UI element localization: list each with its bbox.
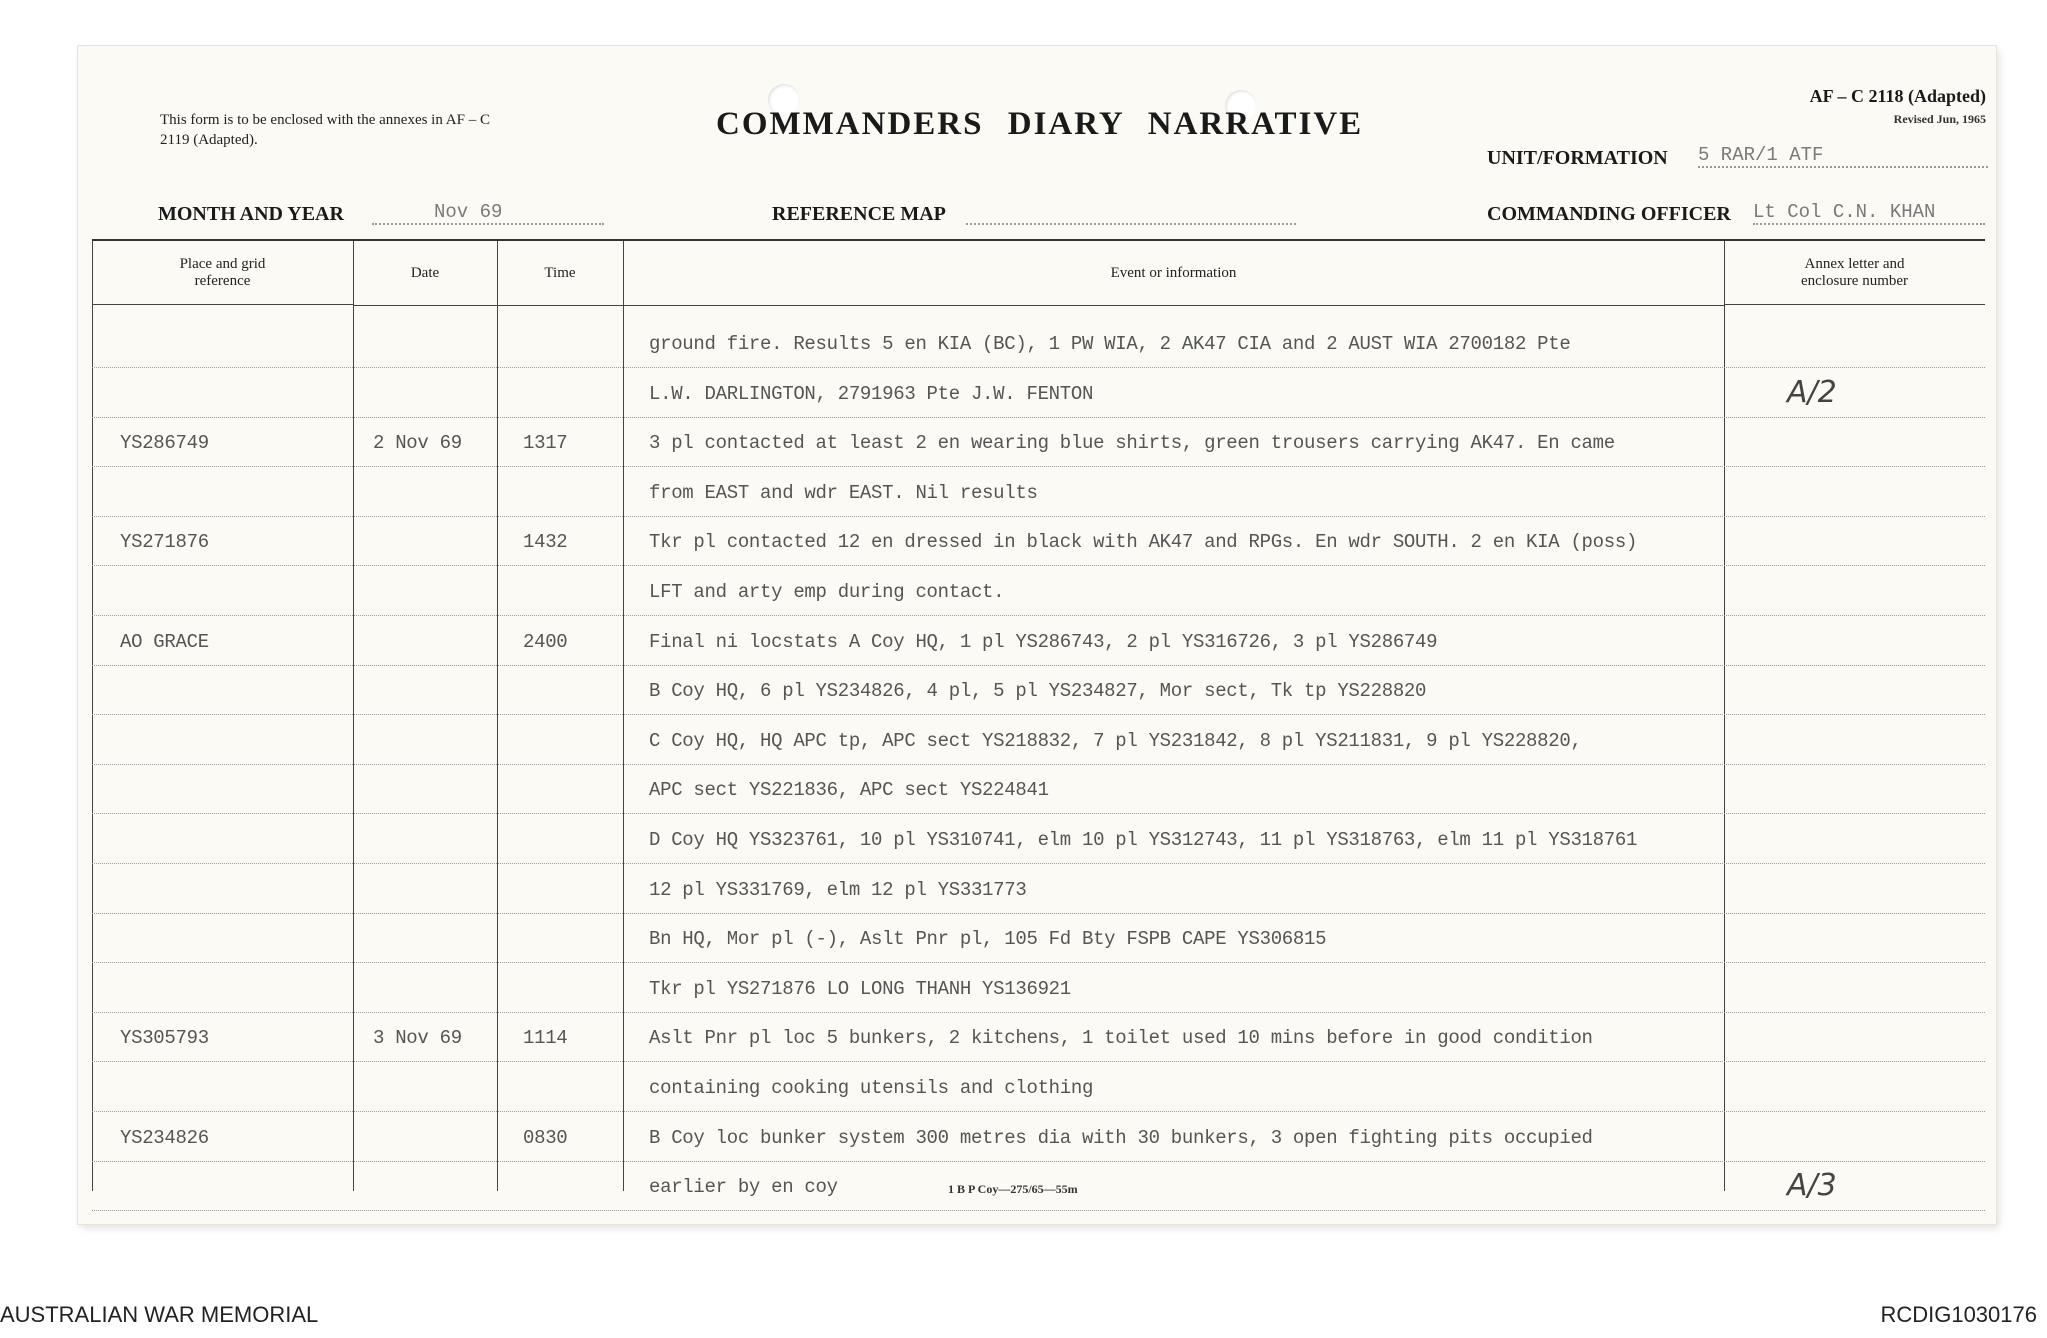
reference-map-label: REFERENCE MAP [772, 203, 946, 225]
row-rule [92, 913, 1985, 914]
col-header-annex: Annex letter and enclosure number [1724, 241, 1985, 305]
unit-value: 5 RAR/1 ATF [1698, 144, 1988, 168]
row-annex: A/2 [1787, 374, 1837, 410]
form-number: AF – C 2118 (Adapted) [1809, 86, 1986, 106]
row-rule [92, 367, 1985, 368]
row-annex: A/3 [1787, 1168, 1837, 1204]
col-header-event: Event or information [623, 241, 1724, 306]
row-rule [92, 565, 1985, 566]
col-divider [353, 241, 354, 1191]
row-rule [92, 665, 1985, 666]
row-event: LFT and arty emp during contact. [649, 581, 1005, 603]
row-time: 1432 [523, 531, 568, 554]
reference-map-value [966, 201, 1296, 225]
diary-table [92, 239, 1985, 1204]
row-event: C Coy HQ, HQ APC tp, APC sect YS218832, 7 pl YS231842, 8 pl YS211831, 9 pl YS228820, [649, 729, 1582, 752]
row-rule [92, 466, 1985, 467]
row-rule [92, 1061, 1985, 1062]
row-rule [92, 1111, 1985, 1112]
commanding-officer-label: COMMANDING OFFICER [1487, 203, 1731, 225]
row-event: B Coy HQ, 6 pl YS234826, 4 pl, 5 pl YS234827, Mor sect, Tk tp YS228820 [649, 680, 1427, 703]
month-year-value: Nov 69 [372, 201, 604, 225]
col-header-time: Time [497, 241, 623, 306]
row-rule [92, 962, 1985, 963]
row-event: containing cooking utensils and clothing [649, 1077, 1094, 1099]
row-rule [92, 1161, 1985, 1162]
printer-imprint: 1 B P Coy—275/65—55m [948, 1182, 1078, 1196]
row-date: 3 Nov 69 [373, 1027, 462, 1050]
row-place: YS286749 [120, 432, 209, 455]
form-title: COMMANDERS DIARY NARRATIVE [716, 106, 1364, 142]
col-divider [1724, 241, 1725, 1191]
row-event: L.W. DARLINGTON, 2791963 Pte J.W. FENTON [649, 382, 1094, 405]
row-place: YS234826 [120, 1126, 209, 1149]
row-event: Tkr pl YS271876 LO LONG THANH YS136921 [649, 977, 1071, 1000]
form-notice: This form is to be enclosed with the annexes in AF – C 2119 (Adapted). [160, 112, 490, 148]
unit-label: UNIT/FORMATION [1487, 147, 1668, 169]
row-rule [92, 1210, 1985, 1211]
footer-right: RCDIG1030176 [1880, 1302, 2037, 1327]
row-event: earlier by en coy [649, 1176, 838, 1199]
row-place: YS305793 [120, 1027, 209, 1050]
row-event: ground fire. Results 5 en KIA (BC), 1 PW WIA, 2 AK47 CIA and 2 AUST WIA 2700182 Pte [649, 333, 1571, 355]
row-place: AO GRACE [120, 630, 209, 653]
col-header-date: Date [353, 241, 497, 306]
row-rule [92, 813, 1985, 814]
row-event: Final ni locstats A Coy HQ, 1 pl YS286743, 2 pl YS316726, 3 pl YS286749 [649, 630, 1438, 653]
col-divider [497, 241, 498, 1191]
row-time: 1114 [523, 1027, 568, 1050]
row-time: 0830 [523, 1126, 568, 1149]
row-rule [92, 417, 1985, 418]
row-rule [92, 1012, 1985, 1013]
row-event: 3 pl contacted at least 2 en wearing blue shirts, green trousers carrying AK47. En came [649, 432, 1615, 455]
row-rule [92, 516, 1985, 517]
row-event: Tkr pl contacted 12 en dressed in black with AK47 and RPGs. En wdr SOUTH. 2 en KIA (poss) [649, 531, 1638, 554]
row-date: 2 Nov 69 [373, 432, 462, 455]
row-time: 1317 [523, 432, 568, 455]
row-rule [92, 764, 1985, 765]
row-event: D Coy HQ YS323761, 10 pl YS310741, elm 10 pl YS312743, 11 pl YS318763, elm 11 pl YS318761 [649, 829, 1638, 851]
row-event: Bn HQ, Mor pl (-), Aslt Pnr pl, 105 Fd Bty FSPB CAPE YS306815 [649, 928, 1327, 951]
form-revised-date: Revised Jun, 1965 [1893, 112, 1986, 126]
row-event: 12 pl YS331769, elm 12 pl YS331773 [649, 878, 1027, 901]
row-event: APC sect YS221836, APC sect YS224841 [649, 779, 1049, 802]
row-rule [92, 863, 1985, 864]
row-event: Aslt Pnr pl loc 5 bunkers, 2 kitchens, 1 toilet used 10 mins before in good condition [649, 1027, 1593, 1050]
diary-form-sheet [78, 46, 1996, 1224]
row-event: B Coy loc bunker system 300 metres dia with 30 bunkers, 3 open fighting pits occupied [649, 1126, 1593, 1149]
row-rule [92, 714, 1985, 715]
row-rule [92, 615, 1985, 616]
col-divider [623, 241, 624, 1191]
footer-left: AUSTRALIAN WAR MEMORIAL [0, 1302, 319, 1327]
month-year-label: MONTH AND YEAR [158, 203, 344, 225]
col-divider [92, 241, 93, 1191]
row-event: from EAST and wdr EAST. Nil results [649, 481, 1038, 504]
col-header-place: Place and grid reference [92, 241, 353, 305]
row-place: YS271876 [120, 531, 209, 554]
commanding-officer-value: Lt Col C.N. KHAN [1753, 201, 1985, 225]
row-time: 2400 [523, 630, 568, 653]
